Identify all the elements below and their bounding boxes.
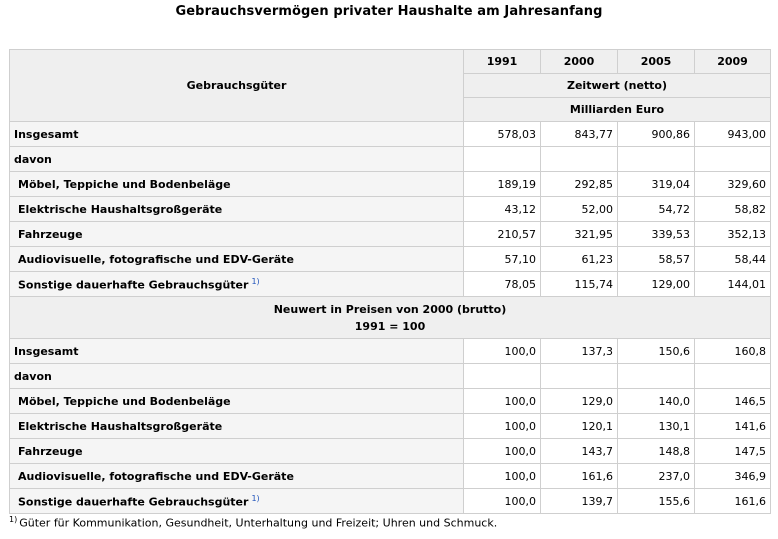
- cell-value: 161,6: [541, 464, 618, 489]
- row-label: Elektrische Haushaltsgroßgeräte: [10, 414, 464, 439]
- cell-value: 321,95: [541, 222, 618, 247]
- row-label: Insgesamt: [10, 339, 464, 364]
- cell-value: 578,03: [464, 122, 541, 147]
- cell-value: 140,0: [618, 389, 695, 414]
- row-label: Audiovisuelle, fotografische und EDV-Geräte: [10, 464, 464, 489]
- cell-value: 150,6: [618, 339, 695, 364]
- row-label: [10, 272, 464, 297]
- cell-value: [618, 147, 695, 172]
- row-label: Elektrische Haushaltsgroßgeräte: [10, 197, 464, 222]
- cell-value: 146,5: [695, 389, 771, 414]
- unit-header: Milliarden Euro: [464, 98, 771, 122]
- table-row: [10, 339, 771, 364]
- cell-value: 130,1: [618, 414, 695, 439]
- cell-value: 346,9: [695, 464, 771, 489]
- cell-value: 139,7: [541, 489, 618, 514]
- cell-value: 147,5: [695, 439, 771, 464]
- table-row: [10, 172, 771, 197]
- table-row: [10, 464, 771, 489]
- cell-value: 900,86: [618, 122, 695, 147]
- cell-value: 100,0: [464, 489, 541, 514]
- year-header: 2005: [618, 50, 695, 74]
- cell-value: 52,00: [541, 197, 618, 222]
- row-label: Möbel, Teppiche und Bodenbeläge: [10, 172, 464, 197]
- cell-value: 78,05: [464, 272, 541, 297]
- header-row-years: [10, 50, 771, 74]
- cell-value: 160,8: [695, 339, 771, 364]
- table-row: [10, 439, 771, 464]
- cell-value: 843,77: [541, 122, 618, 147]
- footnote-link[interactable]: 1): [251, 493, 260, 503]
- section-header-row: [10, 297, 771, 339]
- row-label: Audiovisuelle, fotografische und EDV-Geräte: [10, 247, 464, 272]
- cell-value: 155,6: [618, 489, 695, 514]
- table-row: [10, 222, 771, 247]
- cell-value: 137,3: [541, 339, 618, 364]
- cell-value: [695, 147, 771, 172]
- cell-value: 143,7: [541, 439, 618, 464]
- row-label: Fahrzeuge: [10, 439, 464, 464]
- cell-value: 210,57: [464, 222, 541, 247]
- cell-value: 100,0: [464, 439, 541, 464]
- cell-value: 58,44: [695, 247, 771, 272]
- row-label: [10, 489, 464, 514]
- cell-value: 943,00: [695, 122, 771, 147]
- cell-value: 54,72: [618, 197, 695, 222]
- table-row: [10, 197, 771, 222]
- section-heading: [10, 297, 771, 339]
- cell-value: [541, 364, 618, 389]
- year-header: 2000: [541, 50, 618, 74]
- cell-value: 115,74: [541, 272, 618, 297]
- row-label: Möbel, Teppiche und Bodenbeläge: [10, 389, 464, 414]
- footnote-text: Güter für Kommunikation, Gesundheit, Unterhaltung und Freizeit; Uhren und Schmuck.: [19, 516, 498, 530]
- cell-value: [464, 147, 541, 172]
- cell-value: [464, 364, 541, 389]
- cell-value: 57,10: [464, 247, 541, 272]
- cell-value: 58,82: [695, 197, 771, 222]
- cell-value: [618, 364, 695, 389]
- row-label-text: Sonstige dauerhafte Gebrauchsgüter: [18, 495, 249, 509]
- cell-value: [541, 147, 618, 172]
- cell-value: 329,60: [695, 172, 771, 197]
- table-row: [10, 489, 771, 514]
- section-heading-line2: 1991 = 100: [354, 319, 426, 333]
- column-header-label: Gebrauchsgüter: [10, 50, 464, 122]
- table-row: [10, 147, 771, 172]
- cell-value: 141,6: [695, 414, 771, 439]
- cell-value: 161,6: [695, 489, 771, 514]
- cell-value: 100,0: [464, 389, 541, 414]
- cell-value: 237,0: [618, 464, 695, 489]
- row-label: Fahrzeuge: [10, 222, 464, 247]
- row-label: davon: [10, 147, 464, 172]
- footnote-marker: 1): [9, 515, 18, 524]
- cell-value: 129,0: [541, 389, 618, 414]
- section-heading-line1: Neuwert in Preisen von 2000 (brutto): [273, 302, 507, 316]
- cell-value: 58,57: [618, 247, 695, 272]
- cell-value: 148,8: [618, 439, 695, 464]
- row-label-text: Sonstige dauerhafte Gebrauchsgüter: [18, 278, 249, 292]
- table-row: [10, 364, 771, 389]
- data-table: [9, 49, 771, 514]
- cell-value: 319,04: [618, 172, 695, 197]
- footnote: [9, 515, 497, 530]
- cell-value: 100,0: [464, 414, 541, 439]
- cell-value: 144,01: [695, 272, 771, 297]
- measure-header: Zeitwert (netto): [464, 74, 771, 98]
- cell-value: 61,23: [541, 247, 618, 272]
- table-row: [10, 389, 771, 414]
- year-header: 2009: [695, 50, 771, 74]
- footnote-link[interactable]: 1): [251, 276, 260, 286]
- table-row: [10, 414, 771, 439]
- cell-value: 129,00: [618, 272, 695, 297]
- cell-value: 189,19: [464, 172, 541, 197]
- year-header: 1991: [464, 50, 541, 74]
- cell-value: 292,85: [541, 172, 618, 197]
- cell-value: [695, 364, 771, 389]
- table-title: Gebrauchsvermögen privater Haushalte am Jahresanfang: [175, 4, 603, 19]
- row-label: Insgesamt: [10, 122, 464, 147]
- table-row: [10, 247, 771, 272]
- cell-value: 120,1: [541, 414, 618, 439]
- cell-value: 43,12: [464, 197, 541, 222]
- table-row: [10, 122, 771, 147]
- cell-value: 100,0: [464, 464, 541, 489]
- table-row: [10, 272, 771, 297]
- cell-value: 352,13: [695, 222, 771, 247]
- row-label: davon: [10, 364, 464, 389]
- cell-value: 100,0: [464, 339, 541, 364]
- cell-value: 339,53: [618, 222, 695, 247]
